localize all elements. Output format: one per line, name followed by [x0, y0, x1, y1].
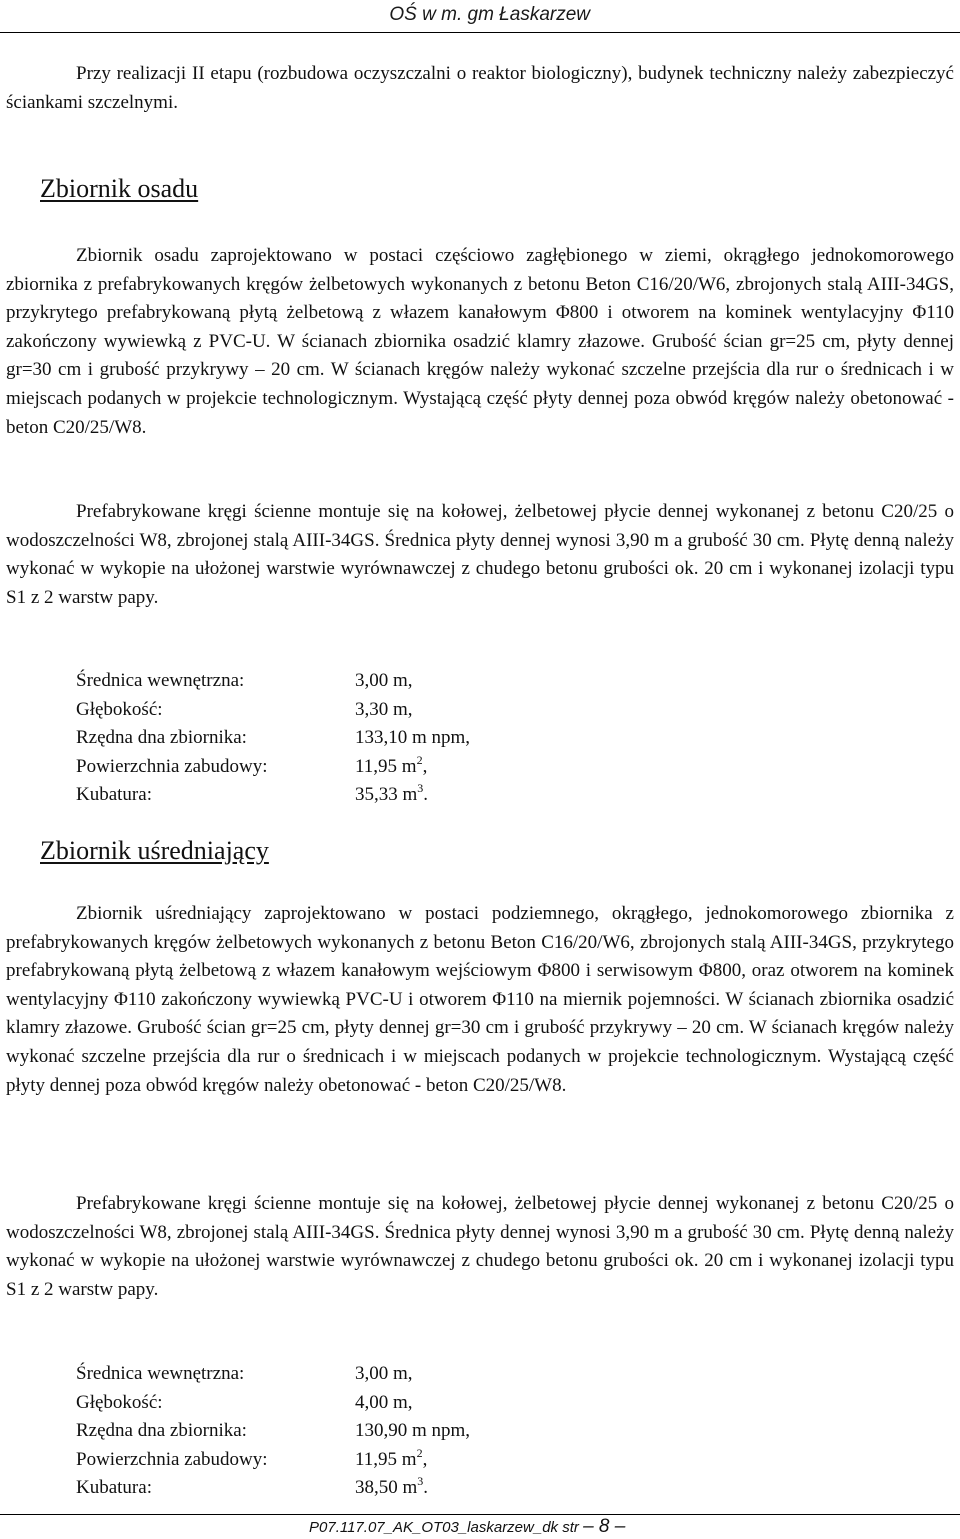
param-label: Głębokość:: [76, 698, 163, 720]
param-label: Średnica wewnętrzna:: [76, 1363, 245, 1384]
param-label: Średnica wewnętrzna:: [76, 670, 245, 691]
param-label: Kubatura:: [76, 1477, 152, 1499]
page-footer: [0, 1514, 960, 1539]
section-equalization-tank-p2-block: [6, 1190, 954, 1304]
page-header: [0, 0, 960, 33]
sludge-tank-parameters: [76, 667, 470, 810]
param-row: [76, 781, 470, 810]
param-label: Powierzchnia zabudowy:: [76, 755, 268, 777]
param-value-exponent: 2: [416, 752, 423, 767]
param-value: 3,00 m,: [355, 1363, 413, 1384]
section-heading-sludge-tank: Zbiornik osadu: [40, 174, 199, 203]
footer-text: [309, 1517, 625, 1538]
footer-page-number: – 8 –: [583, 1516, 626, 1537]
param-value-number: 35,33 m: [355, 784, 418, 806]
section-equalization-tank-heading-block: [6, 836, 954, 866]
param-value: [355, 753, 470, 782]
param-value-punctuation: .: [423, 1477, 429, 1499]
param-row: [76, 1389, 470, 1418]
equalization-tank-parameters: [76, 1360, 470, 1503]
param-row: [76, 1417, 470, 1446]
param-value: [355, 781, 470, 810]
param-value-exponent: 3: [417, 1474, 424, 1489]
param-value-punctuation: .: [423, 784, 429, 806]
param-value-number: 11,95 m: [355, 1448, 417, 1470]
param-value: [355, 1446, 470, 1475]
intro-block: [6, 60, 954, 117]
param-row: [76, 667, 470, 696]
param-row: [76, 1360, 470, 1389]
param-label: Powierzchnia zabudowy:: [76, 1448, 268, 1470]
param-value: 3,30 m,: [355, 698, 413, 720]
param-value: 4,00 m,: [355, 1391, 413, 1413]
section-heading-equalization-tank: Zbiornik uśredniający: [40, 836, 269, 865]
sludge-tank-foundation: Prefabrykowane kręgi ścienne montuje się na kołowej, żelbetowej płycie dennej wykonanej z betonu C20/25 o wodoszczelności W8, zbrojonej stalą AIII-34GS. Średnica płyty dennej wynosi 3,90 m a grubość 30 cm. Płytę denną należy wykonać w wykopie na ułożonej warstwie wyrównawczej z chudego betonu grubości ok. 20 cm i wykonanej izolacji typu S1 z 2 warstw papy.: [6, 501, 954, 608]
param-value-number: 38,50 m: [355, 1477, 418, 1499]
param-value-punctuation: ,: [422, 1448, 428, 1470]
header-title: OŚ w m. gm Łaskarzew: [389, 4, 590, 25]
section-equalization-tank-p1-block: [6, 900, 954, 1100]
param-label: Rzędna dna zbiornika:: [76, 1420, 247, 1442]
param-value-exponent: 3: [417, 781, 424, 796]
param-value: 133,10 m npm,: [355, 727, 471, 749]
param-value: 3,00 m,: [355, 670, 413, 691]
param-value: 130,90 m npm,: [355, 1420, 471, 1442]
param-row: [76, 696, 470, 725]
param-label: Kubatura:: [76, 784, 152, 806]
section-sludge-tank-p1-block: [6, 242, 954, 442]
param-label: Głębokość:: [76, 1391, 163, 1413]
param-row: [76, 724, 470, 753]
section-sludge-tank-heading-block: [6, 174, 954, 204]
param-value-punctuation: ,: [422, 755, 428, 777]
equalization-tank-foundation: Prefabrykowane kręgi ścienne montuje się na kołowej, żelbetowej płycie dennej wykonanej z betonu C20/25 o wodoszczelności W8, zbrojonej stalą AIII-34GS. Średnica płyty dennej wynosi 3,90 m a grubość 30 cm. Płytę denną należy wykonać w wykopie na ułożonej warstwie wyrównawczej z chudego betonu grubości ok. 20 cm i wykonanej izolacji typu S1 z 2 warstw papy.: [6, 1193, 954, 1300]
param-label: Rzędna dna zbiornika:: [76, 727, 247, 749]
section-sludge-tank-p2-block: [6, 498, 954, 612]
param-row: [76, 753, 470, 782]
param-value-number: 11,95 m: [355, 755, 417, 777]
param-row: [76, 1474, 470, 1503]
param-row: [76, 1446, 470, 1475]
param-value-exponent: 2: [416, 1445, 423, 1460]
param-value: [355, 1474, 470, 1503]
equalization-tank-description: Zbiornik uśredniający zaprojektowano w postaci podziemnego, okrągłego, jednokomorowego zbiornika z prefabrykowanych kręgów żelbetowych wykonanych z betonu Beton C16/20/W6, zbrojonych stalą AIII-34GS, przykrytego prefabrykowaną płytą żelbetową z włazem kanałowym wejściowym Φ800 i serwisowym Φ800, oraz otworem na kominek wentylacyjny Φ110 zakończony wywiewką PVC-U i otworem Φ110 na miernik pojemności. W ścianach zbiornika osadzić klamry złazowe. Grubość ścian gr=25 cm, płyty dennej gr=30 cm i grubość przykrywy – 20 cm. W ścianach kręgów należy wykonać szczelne przejścia dla rur o średnicach i w miejscach podanych w projekcie technologicznym. Wystającą część płyty dennej poza obwód kręgów należy obetonować - beton C20/25/W8.: [6, 903, 954, 1096]
intro-paragraph: Przy realizacji II etapu (rozbudowa oczyszczalni o reaktor biologiczny), budynek techniczny należy zabezpieczyć ściankami szczelnymi.: [6, 63, 954, 113]
footer-doc-ref: P07.117.07_AK_OT03_laskarzew_dk str: [309, 1519, 579, 1536]
sludge-tank-description: Zbiornik osadu zaprojektowano w postaci częściowo zagłębionego w ziemi, okrągłego jednokomorowego zbiornika z prefabrykowanych kręgów żelbetowych wykonanych z betonu Beton C16/20/W6, zbrojonych stalą AIII-34GS, przykrytego prefabrykowaną płytą żelbetową z włazem kanałowym Φ800 i otworem na kominek wentylacyjny Φ110 zakończony wywiewką z PVC-U. W ścianach zbiornika osadzić klamry złazowe. Grubość ścian gr=25 cm, płyty dennej gr=30 cm i grubość przykrywy – 20 cm. W ścianach kręgów należy wykonać szczelne przejścia dla rur o średnicach i w miejscach podanych w projekcie technologicznym. Wystającą część płyty dennej poza obwód kręgów należy obetonować - beton C20/25/W8.: [6, 245, 954, 438]
